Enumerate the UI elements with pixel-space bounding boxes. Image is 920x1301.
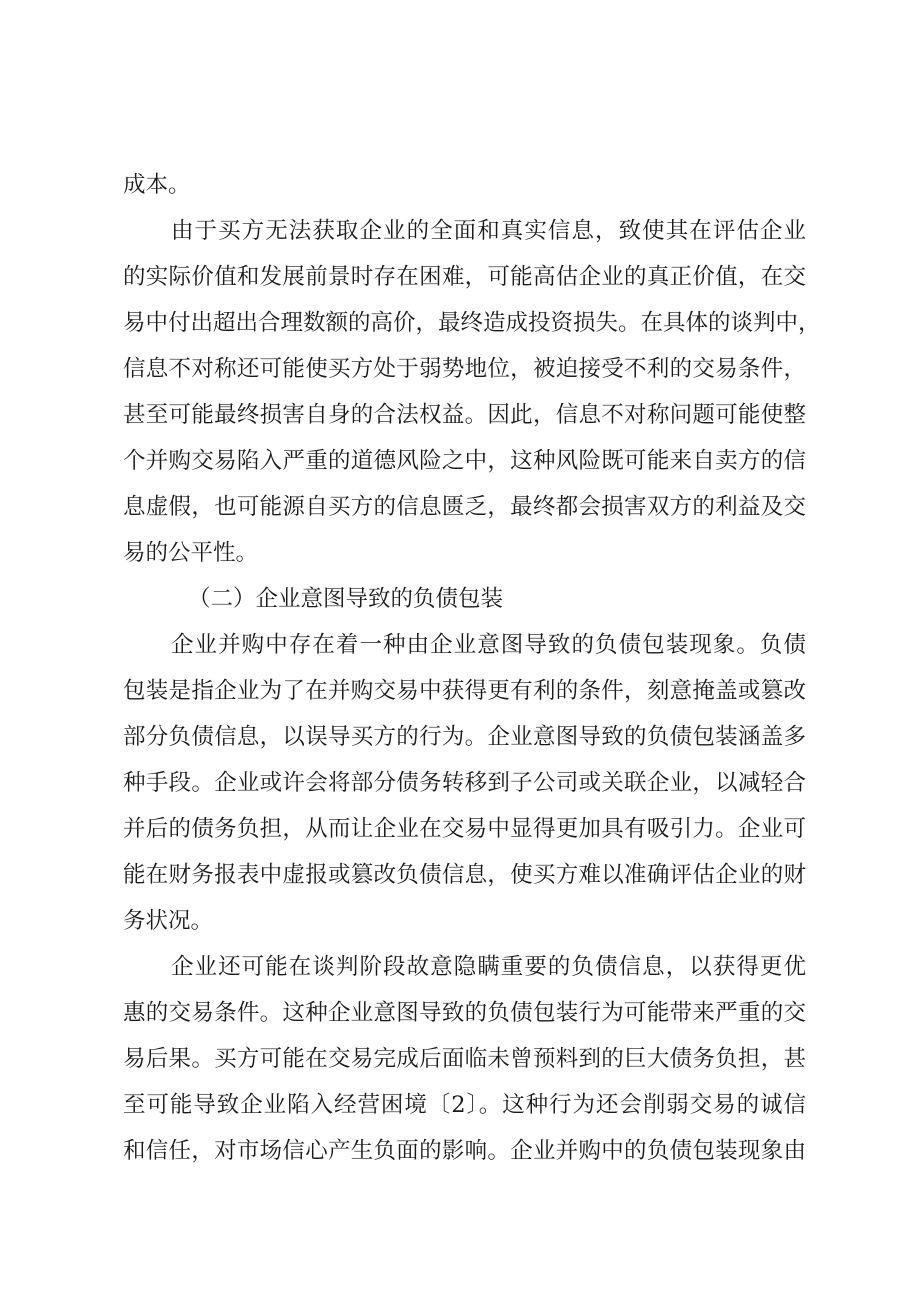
paragraph-1-line-1: 成本。 [123, 172, 191, 198]
paragraph-2-line-2: 的实际价值和发展前景时存在困难，可能高估企业的真正价值，在交 [123, 264, 806, 290]
paragraph-3-line-1: 企业并购中存在着一种由企业意图导致的负债包装现象。负债 [171, 632, 806, 658]
paragraph-4-line-2: 惠的交易条件。这种企业意图导致的负债包装行为可能带来严重的交 [123, 1000, 806, 1026]
paragraph-2-line-6: 个并购交易陷入严重的道德风险之中，这种风险既可能来自卖方的信 [123, 448, 806, 474]
paragraph-2-line-4: 信息不对称还可能使买方处于弱势地位，被迫接受不利的交易条件， [123, 356, 806, 382]
paragraph-2-line-1: 由于买方无法获取企业的全面和真实信息，致使其在评估企业 [171, 218, 806, 244]
paragraph-4-line-1: 企业还可能在谈判阶段故意隐瞒重要的负债信息，以获得更优 [171, 954, 806, 980]
paragraph-3-line-7: 务状况。 [123, 908, 214, 934]
paragraph-4-line-4: 至可能导致企业陷入经营困境〔2〕。这种行为还会削弱交易的诚信 [123, 1092, 806, 1118]
paragraph-3-line-5: 并后的债务负担，从而让企业在交易中显得更加具有吸引力。企业可 [123, 816, 806, 842]
paragraph-3-line-3: 部分负债信息，以误导买方的行为。企业意图导致的负债包装涵盖多 [123, 724, 806, 750]
paragraph-4-line-5: 和信任，对市场信心产生负面的影响。企业并购中的负债包装现象由 [123, 1138, 806, 1164]
paragraph-2-line-7: 息虚假，也可能源自买方的信息匮乏，最终都会损害双方的利益及交 [123, 494, 806, 520]
paragraph-3-line-4: 种手段。企业或许会将部分债务转移到子公司或关联企业，以减轻合 [123, 770, 806, 796]
paragraph-3-line-2: 包装是指企业为了在并购交易中获得更有利的条件，刻意掩盖或篡改 [123, 678, 806, 704]
paragraph-2-line-5: 甚至可能最终损害自身的合法权益。因此，信息不对称问题可能使整 [123, 402, 806, 428]
section-heading: （二）企业意图导致的负债包装 [188, 586, 504, 612]
paragraph-2-line-8: 易的公平性。 [123, 540, 259, 566]
paragraph-3-line-6: 能在财务报表中虚报或篡改负债信息，使买方难以准确评估企业的财 [123, 862, 806, 888]
paragraph-2-line-3: 易中付出超出合理数额的高价，最终造成投资损失。在具体的谈判中， [123, 310, 821, 336]
paragraph-4-line-3: 易后果。买方可能在交易完成后面临未曾预料到的巨大债务负担，甚 [123, 1046, 806, 1072]
